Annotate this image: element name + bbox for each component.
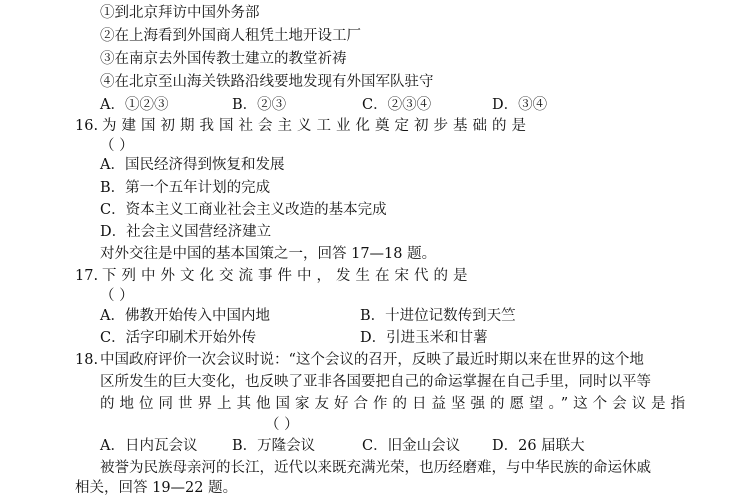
- q15-option-d: D．③④: [492, 97, 548, 113]
- q18-answer-paren: （ ）: [265, 417, 299, 433]
- q16-option-c: C．资本主义工商业社会主义改造的基本完成: [100, 202, 387, 218]
- q18-option-b: B．万隆会议: [232, 438, 316, 454]
- q17-option-a: A．佛教开始传入中国内地: [100, 308, 270, 324]
- q15-option-b: B．②③: [232, 97, 287, 113]
- q17-option-d: D．引进玉米和甘薯: [360, 330, 488, 346]
- intro-17-18: 对外交往是中国的基本国策之一，回答 17—18 题。: [100, 246, 437, 262]
- q16-answer-paren: （ ）: [100, 138, 134, 154]
- q15-item-3: ③在南京去外国传教士建立的教堂祈祷: [100, 51, 347, 67]
- q15-item-4: ④在北京至山海关铁路沿线要地发现有外国军队驻守: [100, 74, 434, 90]
- q18-stem-line-3: 的地位同世界上其他国家友好合作的日益坚强的愿望。”这个会议是指: [100, 396, 691, 412]
- q15-option-c: C．②③④: [362, 97, 432, 113]
- q15-item-1: ①到北京拜访中国外务部: [100, 5, 260, 21]
- q16-option-d: D．社会主义国营经济建立: [100, 224, 272, 240]
- q18-number: 18.: [75, 352, 99, 368]
- q17-number: 17.: [75, 268, 99, 284]
- q17-stem: 下列中外文化交流事件中，发生在宋代的是: [102, 268, 473, 284]
- q18-option-d: D．26 届联大: [492, 438, 585, 454]
- q16-option-b: B．第一个五年计划的完成: [100, 180, 271, 196]
- q16-stem: 为建国初期我国社会主义工业化奠定初步基础的是: [102, 118, 531, 134]
- intro-19-22-line-2: 相关，回答 19—22 题。: [75, 480, 238, 496]
- intro-19-22-line-1: 被誉为民族母亲河的长江，近代以来既充满光荣，也历经磨难，与中华民族的命运休戚: [100, 460, 651, 476]
- q16-number: 16.: [75, 118, 99, 134]
- q18-option-c: C．旧金山会议: [362, 438, 461, 454]
- q15-option-a: A．①②③: [100, 97, 169, 113]
- q16-option-a: A．国民经济得到恢复和发展: [100, 157, 285, 173]
- q18-option-a: A．日内瓦会议: [100, 438, 198, 454]
- q18-stem-line-1: 中国政府评价一次会议时说：“这个会议的召开，反映了最近时期以来在世界的这个地: [100, 352, 644, 368]
- q17-answer-paren: （ ）: [100, 288, 134, 304]
- q17-option-b: B．十进位记数传到天竺: [360, 308, 516, 324]
- q18-stem-line-2: 区所发生的巨大变化，也反映了亚非各国要把自己的命运掌握在自己手里，同时以平等: [100, 374, 651, 390]
- q15-item-2: ②在上海看到外国商人租凭土地开设工厂: [100, 28, 361, 44]
- q17-option-c: C．活字印刷术开始外传: [100, 330, 257, 346]
